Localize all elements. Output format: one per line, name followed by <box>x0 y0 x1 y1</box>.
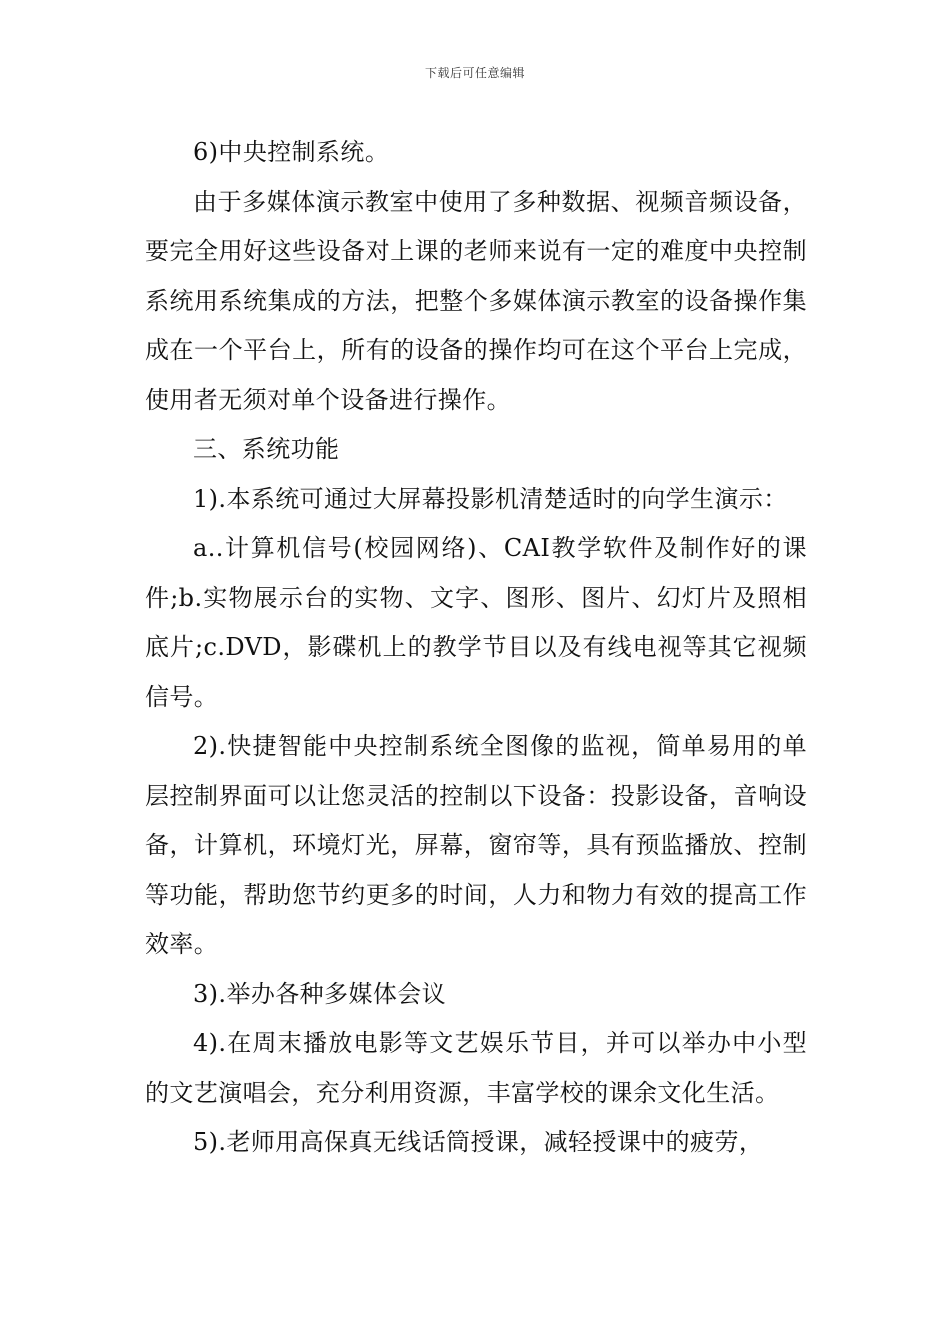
paragraph-function-1: 1).本系统可通过大屏幕投影机清楚适时的向学生演示： <box>193 484 788 513</box>
paragraph-function-4: 4).在周末播放电影等文艺娱乐节目，并可以举办中小型的文艺演唱会，充分利用资源，丰富学校的课余文化生活。 <box>145 1029 807 1107</box>
document-body <box>145 128 807 1168</box>
page-header: 下载后可任意编辑 <box>424 66 525 80</box>
paragraph-function-1-details: a..计算机信号(校园网络)、CAI教学软件及制作好的课件;b.实物展示台的实物、文字、图形、图片、幻灯片及照相底片;c.DVD，影碟机上的教学节目以及有线电视等其它视频信号。 <box>145 534 807 711</box>
paragraph-function-5: 5).老师用高保真无线话筒授课，减轻授课中的疲劳， <box>193 1128 764 1156</box>
paragraph-function-2: 2).快捷智能中央控制系统全图像的监视，简单易用的单层控制界面可以让您灵活的控制以下设备：投影设备，音响设备，计算机，环境灯光，屏幕，窗帘等，具有预监播放、控制等功能，帮助您节约更多的时间，人力和物力有效的提高工作效率。 <box>145 732 807 958</box>
section-heading-system-functions: 三、系统功能 <box>193 435 340 463</box>
paragraph-central-control-heading: 6)中央控制系统。 <box>193 138 390 166</box>
paragraph-function-3: 3).举办各种多媒体会议 <box>193 979 447 1008</box>
paragraph-central-control-description: 由于多媒体演示教室中使用了多种数据、视频音频设备，要完全用好这些设备对上课的老师来说有一定的难度中央控制系统用系统集成的方法，把整个多媒体演示教室的设备操作集成在一个平台上，所有的设备的操作均可在这个平台上完成，使用者无须对单个设备进行操作。 <box>145 187 807 414</box>
